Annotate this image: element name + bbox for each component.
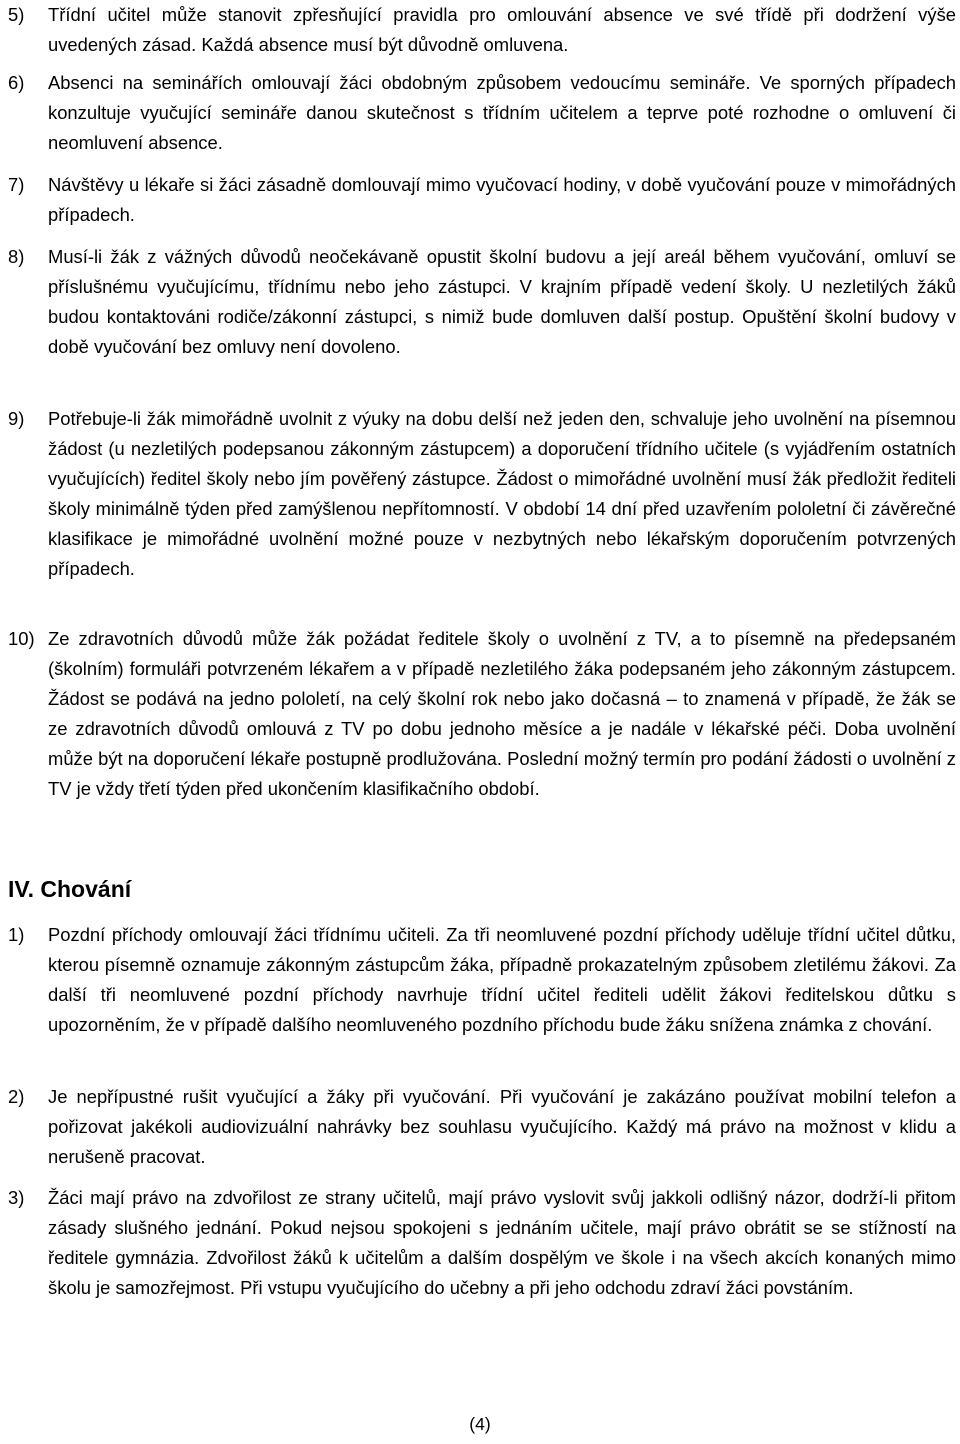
- item-text: Třídní učitel může stanovit zpřesňující pravidla pro omlouvání absence ve své třídě při dodržení výše uvedených zásad. Každá absence musí být důvodně omluvena.: [48, 4, 956, 55]
- list-item: [8, 68, 956, 158]
- list-item: [8, 1183, 956, 1303]
- list-item: [8, 242, 956, 362]
- list-item: [8, 920, 956, 1040]
- item-number: 6): [8, 72, 25, 93]
- item-number: 5): [8, 4, 25, 25]
- list-item: [8, 404, 956, 584]
- item-text: Absenci na seminářích omlouvají žáci obdobným způsobem vedoucímu semináře. Ve sporných případech konzultuje vyučující semináře danou skutečnost s třídním učitelem a teprve poté rozhodne o omluvení či neomluvení absence.: [48, 72, 956, 153]
- list-item: [8, 624, 956, 804]
- item-text: Pozdní příchody omlouvají žáci třídnímu učiteli. Za tři neomluvené pozdní příchody uděluje třídní učitel důtku, kterou písemně oznamuje zákonným zástupcům žáka, případně prokazatelným způsobem zletilému žákovi. Za další tři neomluvené pozdní příchody navrhuje třídní učitel řediteli udělit žákovi ředitelskou důtku s upozorněním, že v případě dalšího neomluveného pozdního příchodu bude žáku snížena známka z chování.: [48, 924, 956, 1035]
- item-number: 8): [8, 246, 25, 267]
- item-text: Je nepřípustné rušit vyučující a žáky při vyučování. Při vyučování je zakázáno používat mobilní telefon a pořizovat jakékoli audiovizuální nahrávky bez souhlasu vyučujícího. Každý má právo na možnost v klidu a nerušeně pracovat.: [48, 1086, 956, 1167]
- page-number: (4): [469, 1414, 491, 1434]
- list-item: [8, 170, 956, 230]
- item-number: 3): [8, 1187, 25, 1208]
- item-text: Ze zdravotních důvodů může žák požádat ředitele školy o uvolnění z TV, a to písemně na předepsaném (školním) formuláři potvrzeném lékařem a v případě nezletilého žáka podepsaném jeho zákonným zástupcem. Žádost se podává na jedno pololetí, na celý školní rok nebo jako dočasná – to znamená v případě, že žák se ze zdravotních důvodů omlouvá z TV po dobu jednoho měsíce a je nadále v lékařské péči. Doba uvolnění může být na doporučení lékaře postupně prodlužována. Poslední možný termín pro podání žádosti o uvolnění z TV je vždy třetí týden před ukončením klasifikačního období.: [48, 628, 956, 799]
- item-number: 9): [8, 408, 25, 429]
- item-number: 10): [8, 628, 35, 649]
- item-number: 7): [8, 174, 25, 195]
- section-heading: IV. Chování: [8, 876, 132, 902]
- list-item: [8, 0, 956, 60]
- item-number: 2): [8, 1086, 25, 1107]
- item-text: Musí-li žák z vážných důvodů neočekávaně opustit školní budovu a její areál během vyučování, omluví se příslušnému vyučujícímu, třídnímu nebo jeho zástupci. V krajním případě vedení školy. U nezletilých žáků budou kontaktováni rodiče/zákonní zástupci, s nimiž bude domluven další postup. Opuštění školní budovy v době vyučování bez omluvy není dovoleno.: [48, 246, 956, 357]
- item-text: Žáci mají právo na zdvořilost ze strany učitelů, mají právo vyslovit svůj jakkoli odlišný názor, dodrží-li přitom zásady slušného jednání. Pokud nejsou spokojeni s jednáním učitele, mají právo obrátit se se stížností na ředitele gymnázia. Zdvořilost žáků k učitelům a dalším dospělým ve škole i na všech akcích konaných mimo školu je samozřejmost. Při vstupu vyučujícího do učebny a při jeho odchodu zdraví žáci povstáním.: [48, 1187, 956, 1298]
- list-item: [8, 1082, 956, 1172]
- item-text: Návštěvy u lékaře si žáci zásadně domlouvají mimo vyučovací hodiny, v době vyučování pouze v mimořádných případech.: [48, 174, 956, 225]
- item-text: Potřebuje-li žák mimořádně uvolnit z výuky na dobu delší než jeden den, schvaluje jeho uvolnění na písemnou žádost (u nezletilých podepsanou zákonným zástupcem) a doporučení třídního učitele (s vyjádřením ostatních vyučujících) ředitel školy nebo jím pověřený zástupce. Žádost o mimořádné uvolnění musí žák předložit řediteli školy minimálně týden před zamýšlenou nepřítomností. V období 14 dní před uzavřením pololetní či závěrečné klasifikace je mimořádné uvolnění možné pouze v nezbytných nebo lékařským doporučením potvrzených případech.: [48, 408, 956, 579]
- item-number: 1): [8, 924, 25, 945]
